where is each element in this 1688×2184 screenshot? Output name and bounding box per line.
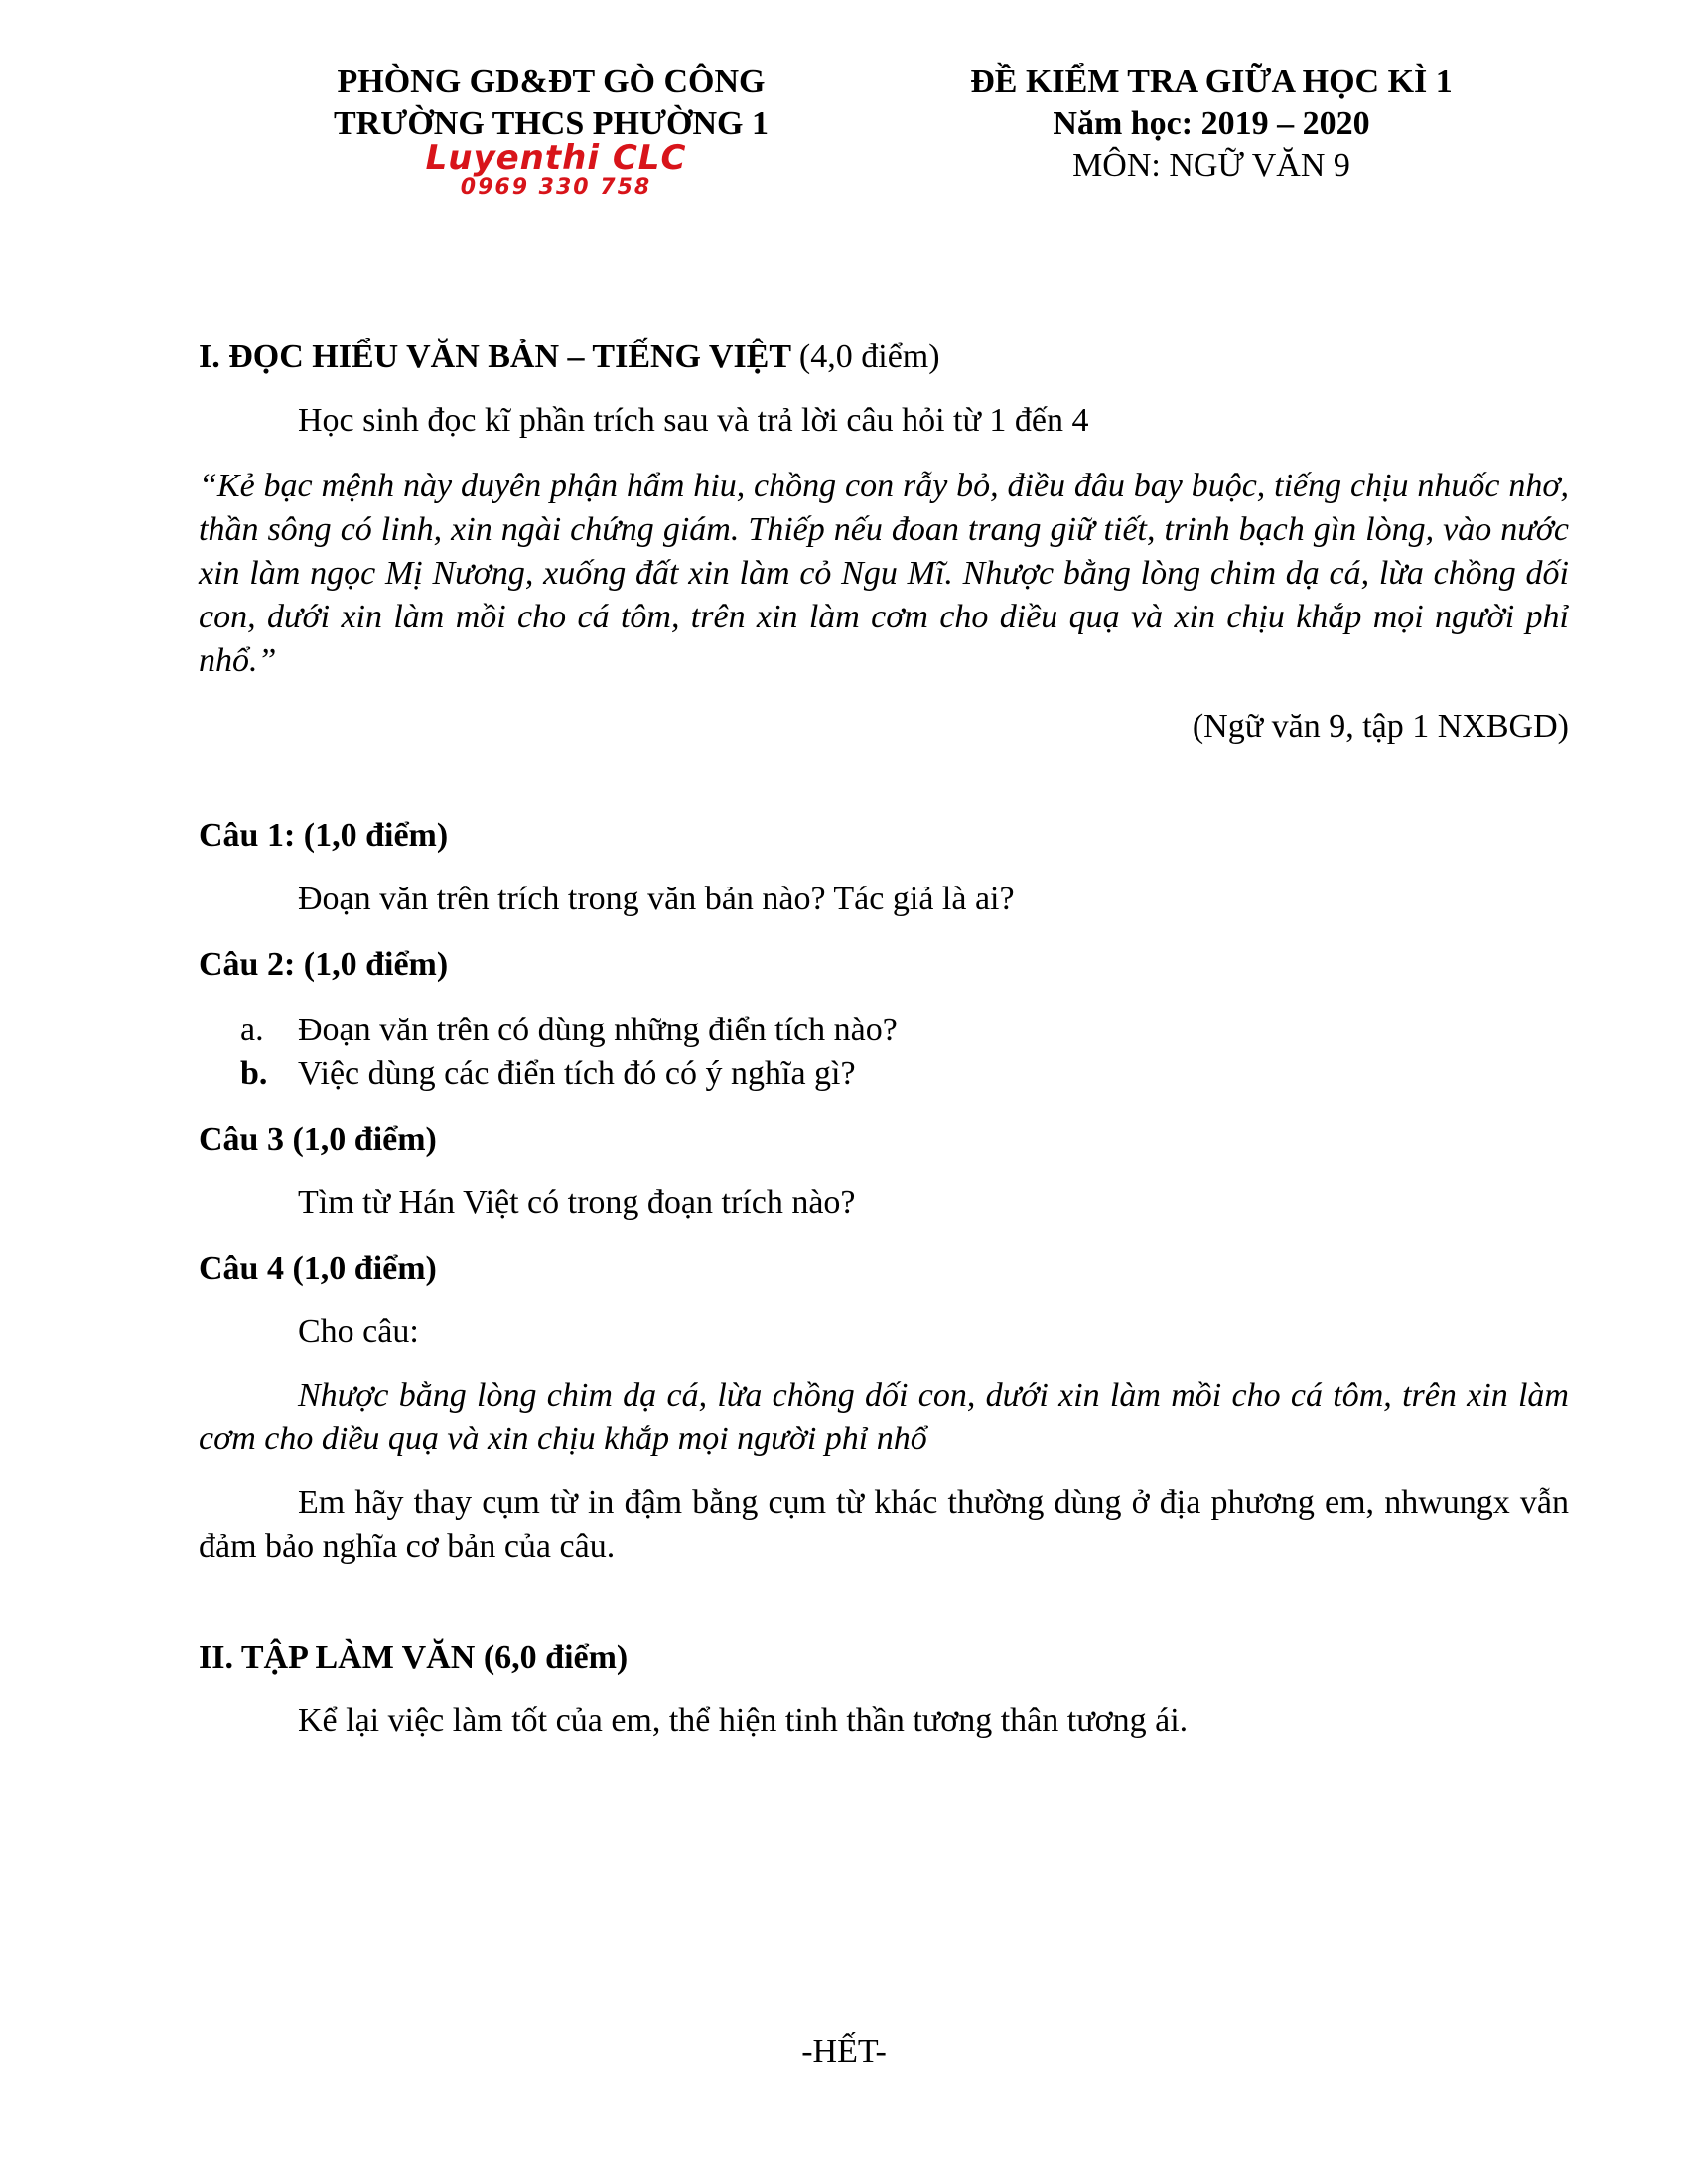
brand-phone: 0969 330 758 xyxy=(460,175,652,200)
department-name: PHÒNG GD&ĐT GÒ CÔNG xyxy=(337,64,766,100)
part1-instruction: Học sinh đọc kĩ phần trích sau và trả lời câu hỏi từ 1 đến 4 xyxy=(298,402,1089,439)
passage: “Kẻ bạc mệnh này duyên phận hẩm hiu, chồng con rẫy bỏ, điều đâu bay buộc, tiếng chịu nhuốc nhơ, thần sông có linh, xin ngài chứng giám. Thiếp nếu đoan trang giữ tiết, trinh bạch gìn lòng, vào nước xin làm ngọc Mị Nương, xuống đất xin làm cỏ Ngu Mĩ. Nhược bằng lòng chim dạ cá, lừa chồng dối con, dưới xin làm mồi cho cá tôm, trên xin làm cơm cho diều quạ và xin chịu khắp mọi người phỉ nhổ.” xyxy=(199,468,1569,679)
brand-name: Luyenthi CLC xyxy=(425,138,687,178)
question-2-title: Câu 2: (1,0 điểm) xyxy=(199,946,449,983)
passage-source: (Ngữ văn 9, tập 1 NXBGD) xyxy=(1192,708,1569,745)
exam-title: ĐỀ KIỂM TRA GIỮA HỌC KÌ 1 xyxy=(970,64,1453,100)
question-2b-text: Việc dùng các điển tích đó có ý nghĩa gì? xyxy=(298,1055,856,1092)
brand-watermark xyxy=(397,138,715,200)
question-4-task: Em hãy thay cụm từ in đậm bằng cụm từ khác thường dùng ở địa phương em, nhwungx vẫn đảm bảo nghĩa cơ bản của câu. xyxy=(199,1484,1569,1565)
question-2b-mark: b. xyxy=(240,1055,268,1092)
question-4-title: Câu 4 (1,0 điểm) xyxy=(199,1250,437,1287)
school-year: Năm học: 2019 – 2020 xyxy=(1053,105,1370,142)
school-name: TRƯỜNG THCS PHƯỜNG 1 xyxy=(334,105,769,142)
part1-points: (4,0 điểm) xyxy=(798,339,940,375)
question-2a xyxy=(199,1009,1569,1052)
question-3-title: Câu 3 (1,0 điểm) xyxy=(199,1121,437,1158)
part1-title: I. ĐỌC HIỂU VĂN BẢN – TIẾNG VIỆT xyxy=(199,339,791,375)
question-4-lead: Cho câu: xyxy=(298,1313,419,1350)
part1-heading xyxy=(199,336,1569,379)
question-2b xyxy=(199,1052,1569,1096)
header-right xyxy=(894,62,1529,187)
question-3-text: Tìm từ Hán Việt có trong đoạn trích nào? xyxy=(298,1184,856,1221)
exam-content xyxy=(199,336,1569,1743)
part2-task: Kể lại việc làm tốt của em, thể hiện tinh thần tương thân tương ái. xyxy=(298,1703,1189,1739)
header-left xyxy=(288,62,814,145)
question-1-title: Câu 1: (1,0 điểm) xyxy=(199,817,449,854)
end-marker: -HẾT- xyxy=(801,2033,887,2070)
part2-title: II. TẬP LÀM VĂN (6,0 điểm) xyxy=(199,1639,629,1676)
question-2a-mark: a. xyxy=(240,1012,264,1048)
question-4-quote: Nhược bằng lòng chim dạ cá, lừa chồng dối con, dưới xin làm mồi cho cá tôm, trên xin làm cơm cho diều quạ và xin chịu khắp mọi người phỉ nhổ xyxy=(199,1377,1569,1457)
question-2a-text: Đoạn văn trên có dùng những điển tích nào? xyxy=(298,1012,898,1048)
subject: MÔN: NGỮ VĂN 9 xyxy=(1072,147,1350,184)
question-1-text: Đoạn văn trên trích trong văn bản nào? Tác giả là ai? xyxy=(298,881,1015,917)
